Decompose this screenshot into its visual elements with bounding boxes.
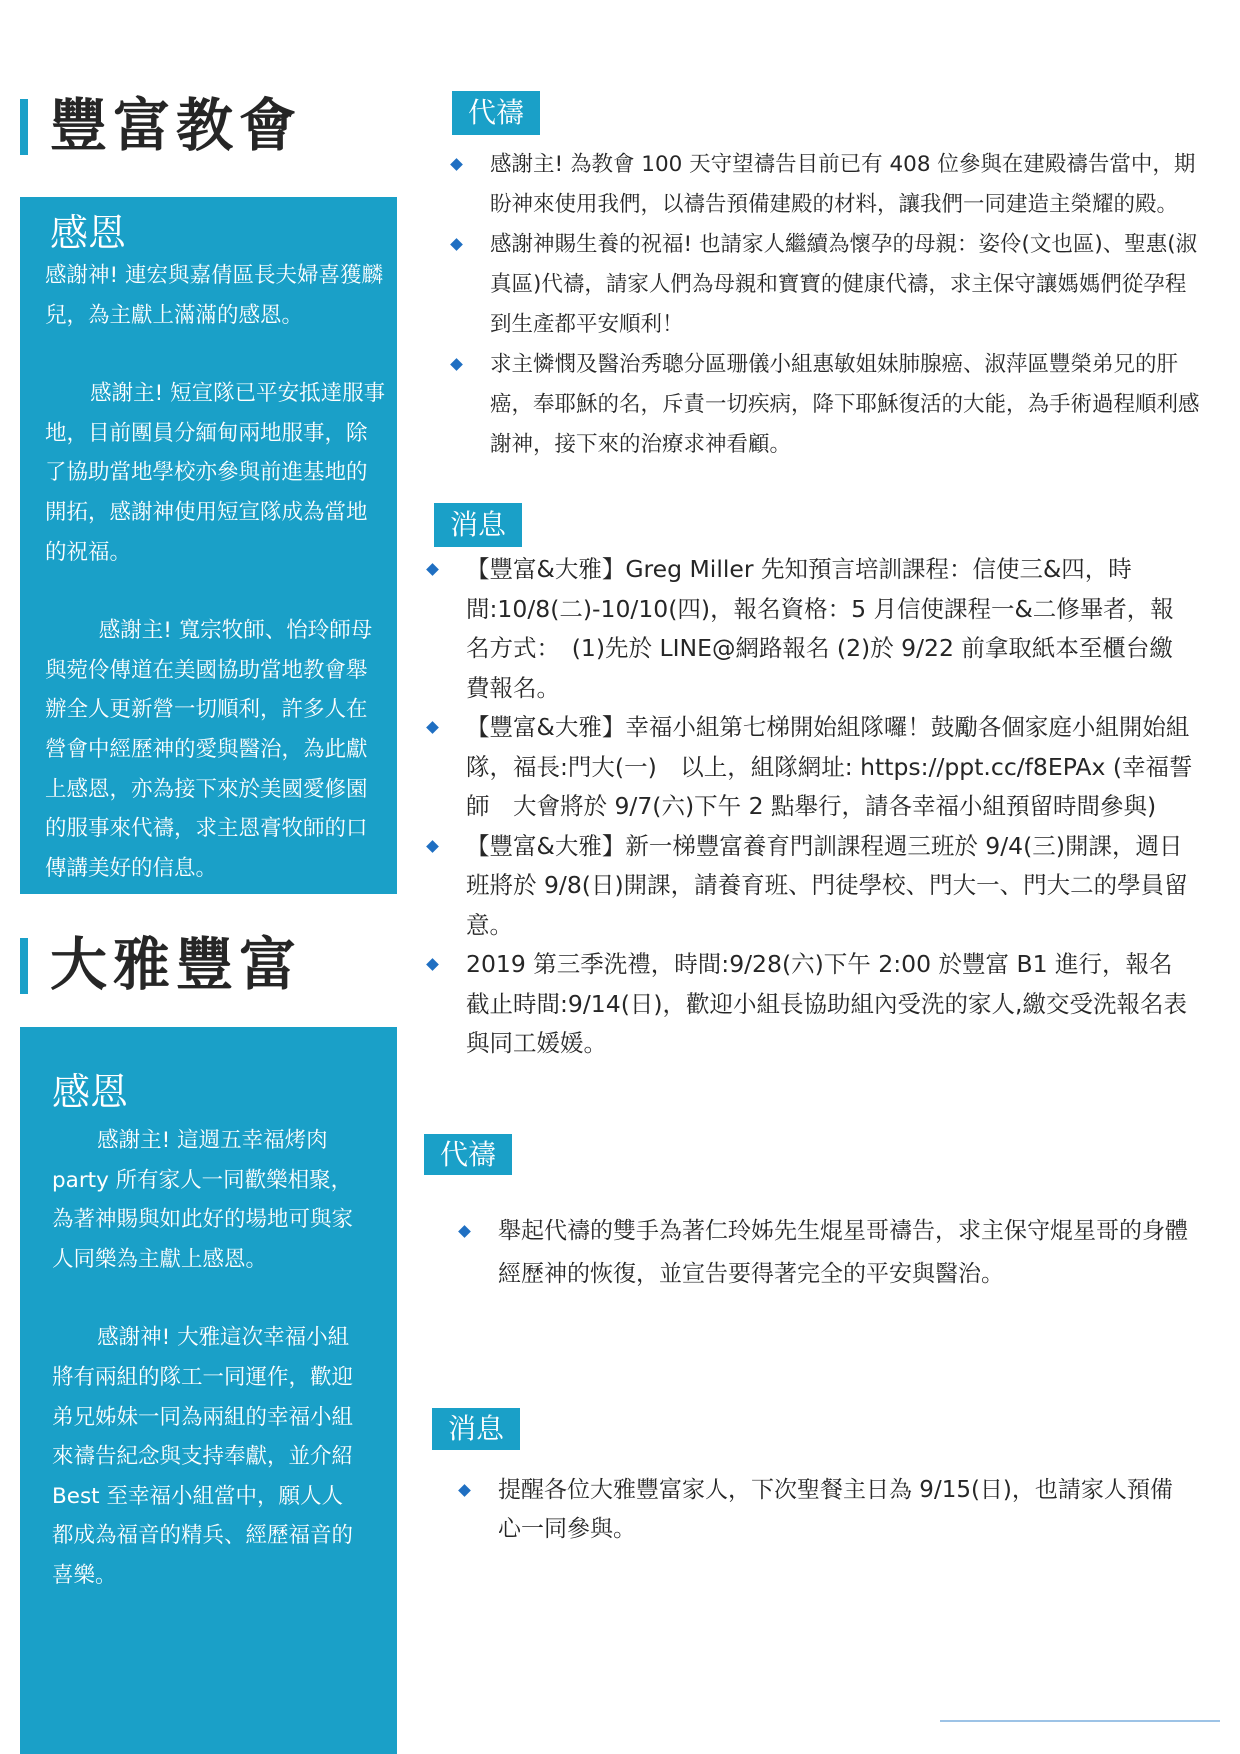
church1-heading — [20, 93, 302, 159]
heading-accent-bar — [20, 99, 28, 155]
list-item: 求主憐憫及醫治秀聰分區珊儀小組惠敏姐妹肺腺癌、淑萍區豐榮弟兄的肝癌，奉耶穌的名，斥責一切疾病，降下耶穌復活的大能，為手術過程順利感謝神，接下來的治療求神看顧。 — [448, 345, 1206, 465]
list-item: 感謝主! 為教會 100 天守望禱告目前已有 408 位參與在建殿禱告當中，期盼神來使用我們，以禱告預備建殿的材料，讓我們一同建造主榮耀的殿。 — [448, 145, 1206, 225]
church1-thanks-label: 感恩 — [50, 211, 127, 255]
footer-divider — [940, 1720, 1220, 1722]
church1-thanks-item: 感謝主! 寬宗牧師、怡玲師母與菀伶傳道在美國協助當地教會舉辦全人更新營一切順利，許多人在營會中經歷神的愛與醫治，為此獻上感恩，亦為接下來於美國愛修園的服事來代禱，求主恩膏牧師的口傳講美好的信息。 — [45, 618, 373, 881]
church2-news-list — [456, 1471, 1194, 1549]
list-item: 舉起代禱的雙手為著仁玲姊先生焜星哥禱告，求主保守焜星哥的身體經歷神的恢復，並宣告要得著完全的平安與醫治。 — [456, 1210, 1194, 1296]
list-item: 提醒各位大雅豐富家人，下次聖餐主日為 9/15(日)，也請家人預備心一同參與。 — [456, 1471, 1194, 1549]
church2-prayer-tag: 代禱 — [424, 1134, 512, 1175]
church1-thanks-item: 感謝主! 短宣隊已平安抵達服事地，目前團員分緬甸兩地服事，除了協助當地學校亦參與前進基地的開拓，感謝神使用短宣隊成為當地的祝福。 — [45, 381, 386, 565]
church2-prayer-list — [456, 1210, 1194, 1296]
church1-news-tag: 消息 — [434, 503, 522, 547]
heading-accent-bar — [20, 938, 28, 994]
church2-thanks-item: 感謝神! 大雅這次幸福小組將有兩組的隊工一同運作，歡迎弟兄姊妹一同為兩組的幸福小組來禱告紀念與支持奉獻，並介紹 Best 至幸福小組當中，願人人都成為福音的精兵、經歷福音的喜樂。 — [52, 1325, 354, 1588]
list-item: 2019 第三季洗禮，時間:9/28(六)下午 2:00 於豐富 B1 進行，報名截止時間:9/14(日)，歡迎小組長協助組內受洗的家人,繳交受洗報名表與同工媛媛。 — [424, 945, 1194, 1064]
list-item: 感謝神賜生養的祝福! 也請家人繼續為懷孕的母親：姿伶(文也區)、聖惠(淑真區)代禱，請家人們為母親和寶寶的健康代禱，求主保守讓媽媽們從孕程到生產都平安順利！ — [448, 225, 1206, 345]
church1-title: 豐富教會 — [50, 93, 302, 159]
church2-heading — [20, 932, 302, 998]
church1-thanks-panel — [20, 197, 397, 894]
church2-title: 大雅豐富 — [50, 932, 302, 998]
church2-thanks-item: 感謝主! 這週五幸福烤肉 party 所有家人一同歡樂相聚，為著神賜與如此好的場地可與家人同樂為主獻上感恩。 — [52, 1128, 354, 1272]
list-item: 【豐富&大雅】幸福小組第七梯開始組隊囉！鼓勵各個家庭小組開始組隊，福長:門大(一) 以上，組隊網址: https://ppt.cc/f8EPAx (幸福誓師 大會將於 9/7(六)下午 2 點舉行，請各幸福小組預留時間參與) — [424, 708, 1194, 827]
church2-thanks-panel — [20, 1027, 397, 1754]
church1-prayer-tag: 代禱 — [452, 91, 540, 135]
list-item: 【豐富&大雅】Greg Miller 先知預言培訓課程：信使三&四，時間:10/8(二)-10/10(四)，報名資格：5 月信使課程一&二修畢者，報名方式： (1)先於 LINE@網路報名 (2)於 9/22 前拿取紙本至櫃台繳費報名。 — [424, 550, 1194, 708]
list-item: 【豐富&大雅】新一梯豐富養育門訓課程週三班於 9/4(三)開課，週日班將於 9/8(日)開課，請養育班、門徒學校、門大一、門大二的學員留意。 — [424, 827, 1194, 946]
church2-news-tag: 消息 — [432, 1408, 520, 1450]
church1-prayer-list — [448, 145, 1206, 465]
church2-thanks-label: 感恩 — [52, 1070, 129, 1114]
church1-thanks-item: 感謝神! 連宏與嘉倩區長夫婦喜獲麟兒，為主獻上滿滿的感恩。 — [45, 263, 383, 328]
church1-news-list — [424, 550, 1194, 1064]
